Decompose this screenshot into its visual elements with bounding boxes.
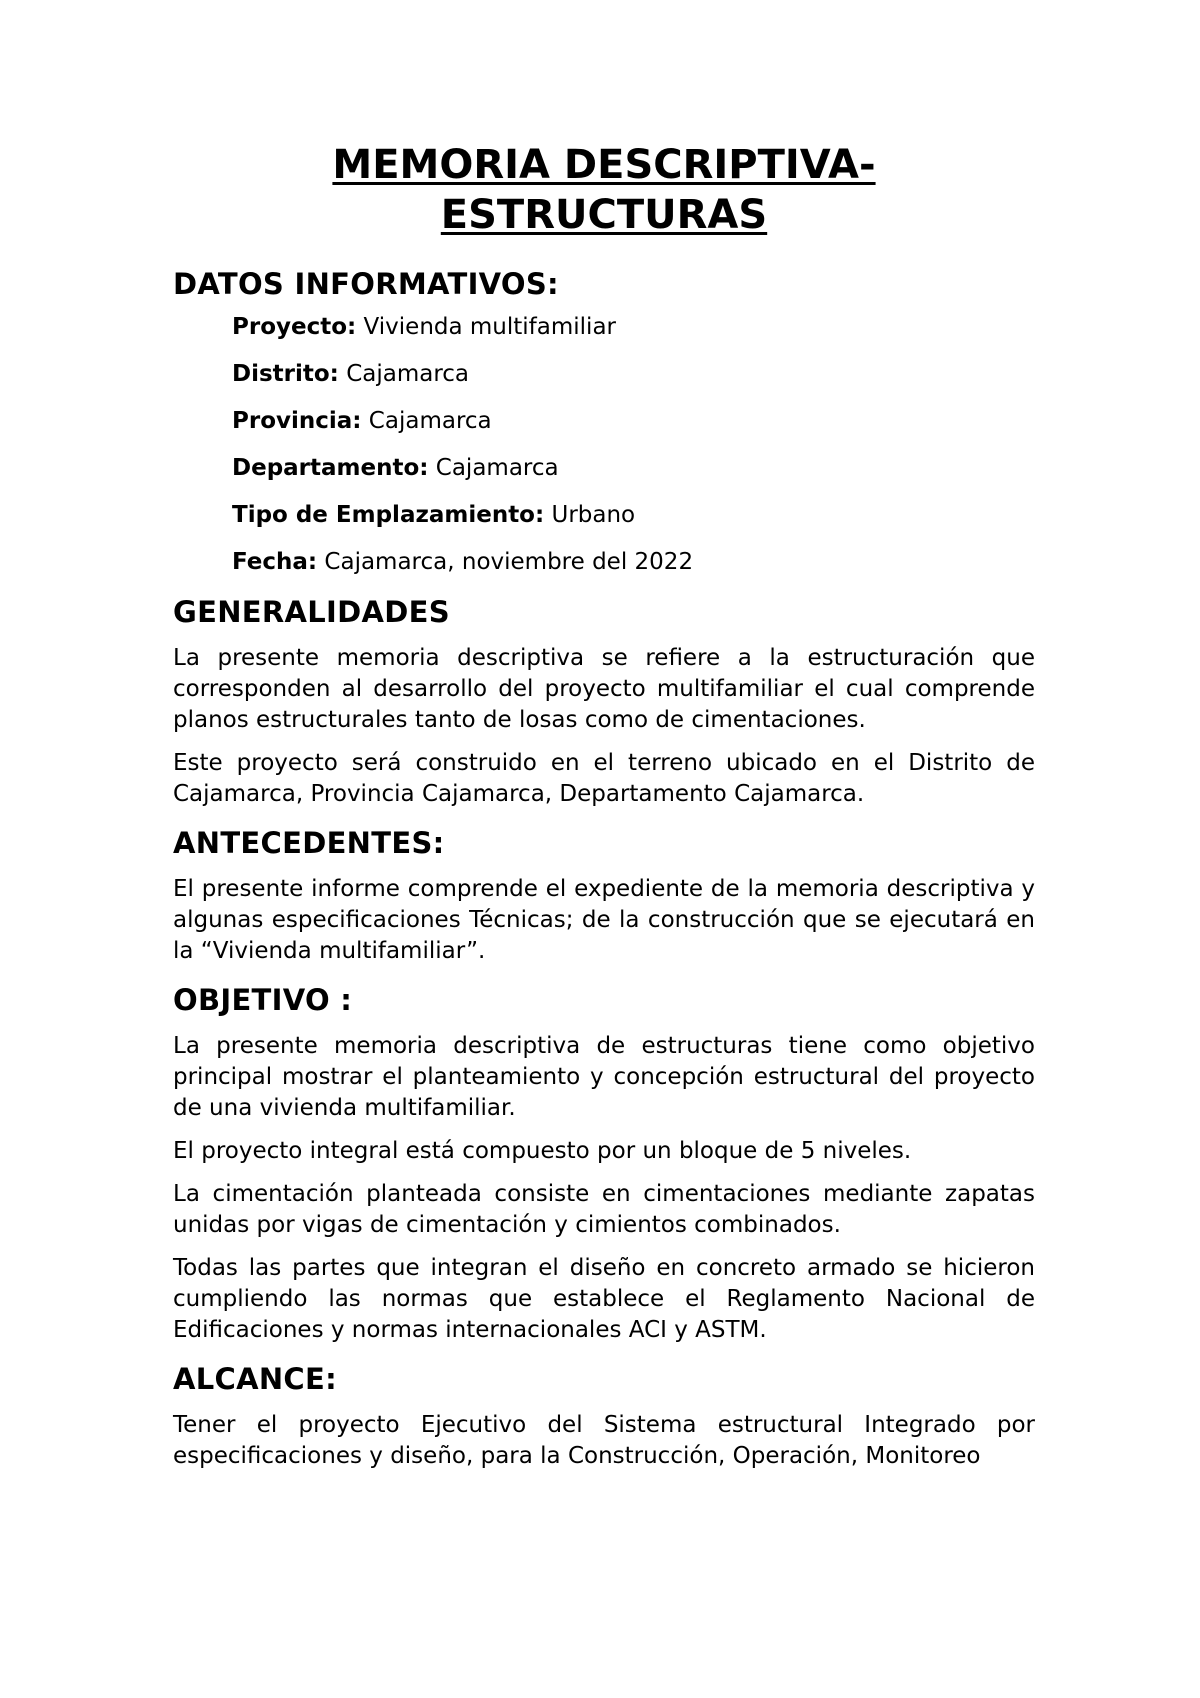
info-value: Cajamarca [361,408,492,434]
antecedentes-paragraph-1: El presente informe comprende el expediente de la memoria descriptiva y algunas especificaciones Técnicas; de la construcción que se ejecutará en la “Vivienda multifamiliar”. [173,876,1035,964]
info-value: Vivienda multifamiliar [356,314,616,340]
info-item-proyecto [232,312,1035,342]
alcance-heading: ALCANCE: [173,1362,338,1396]
info-label: Fecha: [232,549,318,575]
datos-informativos-heading: DATOS INFORMATIVOS: [173,267,559,301]
generalidades-paragraph-1: La presente memoria descriptiva se refiere a la estructuración que corresponden al desarrollo del proyecto multifamiliar el cual comprende planos estructurales tanto de losas como de cimentaciones. [173,645,1035,733]
document-body [173,140,1035,1484]
info-value: Urbano [544,502,636,528]
info-label: Tipo de Emplazamiento: [232,502,545,528]
info-item-departamento [232,453,1035,483]
objetivo-paragraph-3: La cimentación planteada consiste en cimentaciones mediante zapatas unidas por vigas de cimentación y cimientos combinados. [173,1181,1035,1238]
datos-informativos-list [173,312,1035,577]
info-value: Cajamarca [338,361,470,387]
info-label: Proyecto: [232,314,357,340]
info-item-provincia [232,406,1035,436]
antecedentes-heading: ANTECEDENTES: [173,826,445,860]
info-item-tipo-emplazamiento [232,500,1035,530]
objetivo-heading: OBJETIVO : [173,983,353,1017]
generalidades-paragraph-2: Este proyecto será construido en el terreno ubicado en el Distrito de Cajamarca, Provincia Cajamarca, Departamento Cajamarca. [173,750,1035,807]
objetivo-paragraph-1: La presente memoria descriptiva de estructuras tiene como objetivo principal mostrar el planteamiento y concepción estructural del proyecto de una vivienda multifamiliar. [173,1033,1035,1121]
document-title-line-1: MEMORIA DESCRIPTIVA- [332,142,876,188]
objetivo-paragraph-4: Todas las partes que integran el diseño en concreto armado se hicieron cumpliendo las normas que establece el Reglamento Nacional de Edificaciones y normas internacionales ACI y ASTM. [173,1255,1035,1343]
generalidades-heading: GENERALIDADES [173,595,450,629]
info-item-fecha [232,547,1035,577]
document-title [173,140,1035,240]
info-label: Provincia: [232,408,362,434]
document-title-line-2: ESTRUCTURAS [440,192,768,238]
info-value: Cajamarca [428,455,559,481]
info-item-distrito [232,359,1035,389]
objetivo-paragraph-2: El proyecto integral está compuesto por un bloque de 5 niveles. [173,1138,912,1164]
info-value: Cajamarca, noviembre del 2022 [317,549,694,575]
info-label: Departamento: [232,455,429,481]
alcance-paragraph-1: Tener el proyecto Ejecutivo del Sistema estructural Integrado por especificaciones y diseño, para la Construcción, Operación, Monitoreo [173,1412,1035,1469]
info-label: Distrito: [232,361,339,387]
